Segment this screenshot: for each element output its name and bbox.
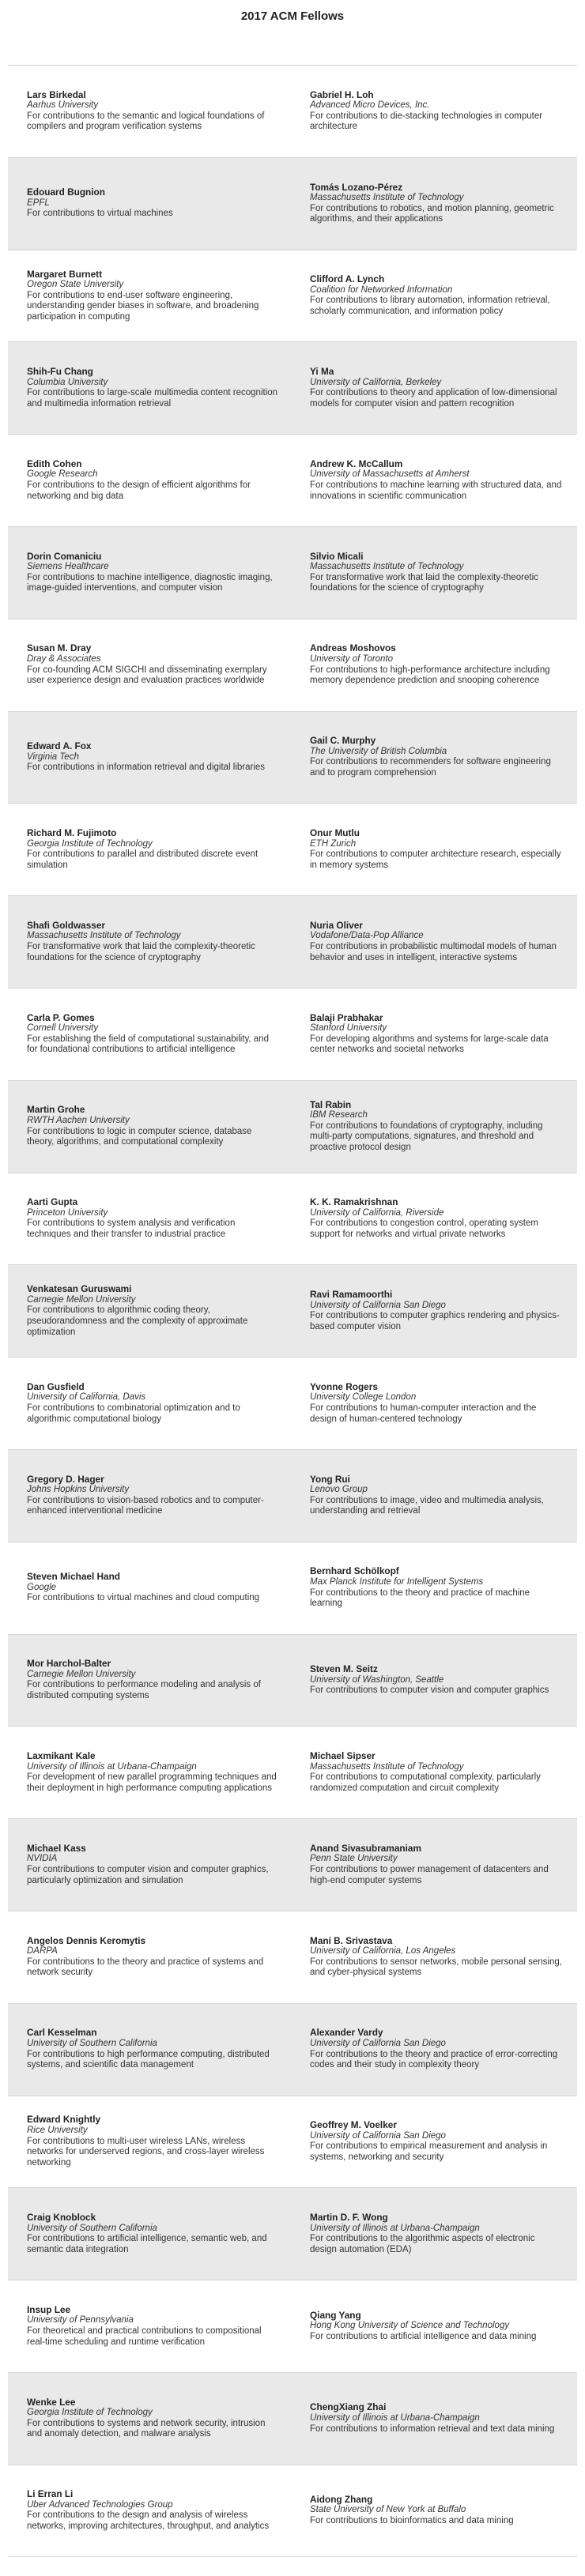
fellow-entry [8, 2096, 292, 2188]
fellow-entry [8, 1450, 292, 1542]
fellow-citation: For contributions to machine intelligence, diagnostic imaging, image-guided interventions, and computer vision [27, 572, 273, 593]
fellow-entry [8, 2004, 292, 2096]
fellow-citation: For contributions to high performance computing, distributed systems, and scientific data management [27, 2049, 270, 2070]
fellow-entry [8, 2465, 292, 2556]
fellow-name: Balaji Prabhakar [310, 1011, 383, 1023]
fellow-name: Clifford A. Lynch [310, 273, 385, 285]
fellow-affiliation: Massachusetts Institute of Technology [27, 931, 181, 941]
table-row [8, 2372, 577, 2465]
fellow-citation: For contributions to robotics, and motion planning, geometric algorithms, and their applications [310, 203, 554, 224]
fellow-entry [292, 2188, 577, 2280]
table-row [8, 2280, 577, 2372]
fellow-citation: For contributions to bioinformatics and data mining [310, 2515, 514, 2525]
fellow-affiliation: University of Illinois at Urbana-Champaign [27, 1761, 197, 1772]
fellow-citation: For contributions to computer vision and computer graphics [310, 1685, 549, 1696]
fellow-citation: For contributions to foundations of cryptography, including multi-party computations, signatures, and threshold and proactive protocol design [310, 1120, 543, 1153]
fellow-entry [292, 620, 577, 711]
fellow-affiliation: ETH Zurich [310, 838, 357, 849]
fellow-affiliation: NVIDIA [27, 1854, 58, 1864]
fellow-citation: For contributions to computer graphics rendering and physics-based computer vision [310, 1311, 560, 1331]
table-row [8, 711, 577, 804]
fellow-affiliation: Max Planck Institute for Intelligent Systems [310, 1577, 484, 1587]
fellow-citation: For contributions to theory and application of low-dimensional models for computer vision and pattern recognition [310, 388, 557, 409]
fellow-entry [8, 66, 292, 157]
fellow-entry [8, 1265, 292, 1357]
fellow-affiliation: Massachusetts Institute of Technology [310, 193, 464, 203]
fellow-citation: For contributions to the design of efficient algorithms for networking and big data [27, 480, 251, 501]
fellow-entry [8, 2373, 292, 2465]
table-row [8, 157, 577, 250]
fellow-entry [8, 158, 292, 250]
fellow-name: Andrew K. McCallum [310, 458, 403, 469]
page-title: 2017 ACM Fellows [240, 9, 345, 23]
fellow-affiliation: Hong Kong University of Science and Technology [310, 2321, 510, 2331]
fellow-citation: For contributions to algorithmic coding theory, pseudorandomness and the complexity of approximate optimization [27, 1305, 248, 1337]
fellow-entry [292, 989, 577, 1080]
fellow-entry [8, 712, 292, 804]
fellow-affiliation: Advanced Micro Devices, Inc. [310, 100, 430, 111]
fellow-affiliation: Google Research [27, 469, 98, 480]
fellow-affiliation: University of California San Diego [310, 1300, 446, 1310]
fellow-affiliation: University of California San Diego [310, 2039, 446, 2049]
fellow-name: Margaret Burnett [27, 268, 103, 280]
fellow-affiliation: University of Washington, Seattle [310, 1674, 444, 1685]
fellow-entry [292, 1173, 577, 1265]
fellow-affiliation: Columbia University [27, 377, 108, 387]
table-row [8, 1911, 577, 2003]
fellow-affiliation: RWTH Aachen University [27, 1116, 130, 1126]
fellow-affiliation: Massachusetts Institute of Technology [310, 562, 464, 572]
fellow-name: Onur Mutlu [310, 827, 360, 839]
fellow-name: Steven M. Seitz [310, 1663, 378, 1675]
fellow-name: Aidong Zhang [310, 2493, 373, 2505]
fellow-entry [292, 1081, 577, 1173]
fellow-affiliation: Siemens Healthcare [27, 562, 109, 572]
fellow-citation: For contributions to die-stacking technologies in computer architecture [310, 111, 543, 132]
fellow-name: Gregory D. Hager [27, 1473, 104, 1485]
fellow-name: Yvonne Rogers [310, 1380, 378, 1392]
fellow-citation: For contributions to virtual machines [27, 209, 173, 219]
table-row [8, 341, 577, 434]
fellow-entry [8, 2188, 292, 2280]
fellow-entry [8, 1819, 292, 1911]
fellow-name: Martin D. F. Wong [310, 2212, 388, 2224]
fellow-affiliation: State University of New York at Buffalo [310, 2505, 466, 2515]
table-row [8, 1726, 577, 1818]
spacer [0, 32, 585, 65]
fellow-name: Edouard Bugnion [27, 186, 105, 198]
fellow-entry [8, 989, 292, 1080]
fellow-citation: For contributions to recommenders for software engineering and to program comprehension [310, 757, 551, 778]
fellow-name: Anand Sivasubramaniam [310, 1842, 421, 1854]
fellow-name: Ravi Ramamoorthi [310, 1289, 393, 1301]
fellow-affiliation: Rice University [27, 2126, 88, 2136]
fellow-affiliation: Aarhus University [27, 100, 99, 111]
fellow-name: Qiang Yang [310, 2309, 361, 2321]
fellow-affiliation: University of Illinois at Urbana-Champaign [310, 2223, 480, 2233]
fellow-citation: For contributions to the semantic and logical foundations of compilers and program verification systems [27, 111, 265, 132]
fellow-name: Shih-Fu Chang [27, 366, 93, 378]
fellow-name: Wenke Lee [27, 2396, 76, 2408]
fellow-name: Martin Grohe [27, 1104, 85, 1116]
fellow-entry [292, 1358, 577, 1449]
fellow-name: Laxmikant Kale [27, 1750, 96, 1762]
fellow-affiliation: The University of British Columbia [310, 746, 447, 756]
fellow-name: Edward Knightly [27, 2114, 101, 2126]
table-row [8, 1449, 577, 1542]
fellow-citation: For contributions to the theory and practice of systems and network security [27, 1956, 264, 1978]
table-row [8, 65, 577, 157]
fellow-affiliation: Coalition for Networked Information [310, 284, 453, 295]
fellow-name: Richard M. Fujimoto [27, 827, 117, 839]
fellow-entry [292, 1819, 577, 1911]
fellow-affiliation: Cornell University [27, 1023, 99, 1034]
fellow-name: Tal Rabin [310, 1098, 352, 1110]
fellow-affiliation: Google [27, 1582, 57, 1592]
fellow-citation: For contributions to vision-based robotics and to computer-enhanced interventional medicine [27, 1495, 264, 1516]
fellow-affiliation: Oregon State University [27, 280, 124, 290]
fellow-name: Susan M. Dray [27, 642, 92, 654]
fellow-citation: For contributions to library automation, information retrieval, scholarly communication, and information policy [310, 296, 550, 317]
fellow-citation: For contributions to large-scale multimedia content recognition and multimedia information retrieval [27, 388, 278, 409]
fellow-citation: For contributions to the design and analysis of wireless networks, improving architectures, throughput, and analytics [27, 2510, 270, 2531]
fellow-name: Geoffrey M. Voelker [310, 2119, 397, 2131]
table-row [8, 1357, 577, 1449]
fellow-citation: For contributions to multi-user wireless LANs, wireless networks for underserved regions, and cross-layer wireless networking [27, 2136, 265, 2167]
fellow-affiliation: Georgia Institute of Technology [27, 838, 153, 849]
fellow-citation: For contributions to computer vision and computer graphics, particularly optimization and simulation [27, 1865, 269, 1885]
fellow-citation: For contributions to power management of datacenters and high-end computer systems [310, 1865, 549, 1885]
fellow-affiliation: Massachusetts Institute of Technology [310, 1761, 464, 1772]
fellow-name: Carl Kesselman [27, 2027, 97, 2039]
fellow-name: Shafi Goldwasser [27, 919, 105, 931]
fellow-entry [292, 2373, 577, 2465]
table-row [8, 619, 577, 711]
table-row [8, 1264, 577, 1357]
fellow-citation: For contributions to image, video and multimedia analysis, understanding and retrieval [310, 1495, 544, 1516]
fellow-entry [292, 2465, 577, 2556]
table-row [8, 2465, 577, 2557]
fellow-entry [292, 1727, 577, 1818]
fellow-citation: For contributions to logic in computer science, database theory, algorithms, and computational complexity [27, 1126, 252, 1147]
fellow-citation: For developing algorithms and systems for large-scale data center networks and societal networks [310, 1034, 549, 1055]
table-row [8, 803, 577, 895]
fellow-citation: For theoretical and practical contributions to compositional real-time scheduling and runtime verification [27, 2326, 262, 2347]
fellow-citation: For contributions in probabilistic multimodal models of human behavior and uses in intelligent, interactive systems [310, 942, 557, 962]
fellow-affiliation: DARPA [27, 1946, 58, 1956]
fellow-entry [8, 1173, 292, 1265]
fellow-entry [292, 1542, 577, 1634]
fellow-name: Andreas Moshovos [310, 642, 396, 654]
fellow-name: Bernhard Schölkopf [310, 1565, 399, 1577]
fellow-entry [8, 1911, 292, 2003]
fellow-name: Edward A. Fox [27, 740, 92, 752]
fellow-name: Michael Kass [27, 1842, 86, 1854]
fellow-name: Nuria Oliver [310, 919, 363, 931]
fellow-name: Edith Cohen [27, 458, 82, 469]
fellow-citation: For contributions to high-performance architecture including memory dependence prediction and snooping coherence [310, 665, 550, 686]
fellow-entry [8, 527, 292, 619]
fellow-entry [292, 342, 577, 434]
fellow-name: Li Erran Li [27, 2487, 74, 2499]
fellow-entry [292, 1450, 577, 1542]
table-row [8, 434, 577, 526]
fellow-entry [292, 1911, 577, 2003]
fellow-affiliation: University of Southern California [27, 2223, 157, 2233]
fellow-affiliation: Penn State University [310, 1854, 398, 1864]
fellow-entry [8, 896, 292, 988]
fellow-name: Gail C. Murphy [310, 735, 376, 747]
fellow-citation: For contributions to human-computer interaction and the design of human-centered technology [310, 1403, 537, 1424]
fellow-citation: For contributions to machine learning with structured data, and innovations in scientific communication [310, 480, 562, 501]
fellow-citation: For contributions to sensor networks, mobile personal sensing, and cyber-physical systems [310, 1956, 562, 1978]
fellow-affiliation: University of California, Davis [27, 1392, 146, 1403]
fellow-name: Mor Harchol-Balter [27, 1658, 111, 1670]
table-row [8, 1634, 577, 1727]
fellow-name: Tomás Lozano-Pérez [310, 181, 403, 193]
fellow-name: Steven Michael Hand [27, 1571, 121, 1583]
fellow-name: Insup Lee [27, 2303, 71, 2315]
fellow-citation: For contributions to performance modeling and analysis of distributed computing systems [27, 1680, 261, 1701]
fellow-citation: For contributions to end-user software engineering, understanding gender biases in software, and broadening participation in computing [27, 290, 259, 322]
fellow-entry [8, 1542, 292, 1634]
fellow-affiliation: Virginia Tech [27, 751, 79, 762]
fellow-name: Lars Birkedal [27, 89, 86, 100]
table-row [8, 1080, 577, 1173]
fellow-affiliation: University of California, Riverside [310, 1207, 444, 1218]
fellow-entry [8, 620, 292, 711]
fellow-name: Yong Rui [310, 1473, 350, 1485]
fellow-citation: For transformative work that laid the complexity-theoretic foundations for the science of cryptography [27, 942, 255, 962]
fellow-citation: For contributions to computer architecture research, especially in memory systems [310, 849, 561, 870]
fellow-name: Silvio Micali [310, 550, 364, 562]
fellow-affiliation: Carnegie Mellon University [27, 1294, 136, 1305]
fellow-name: Dorin Comaniciu [27, 550, 102, 562]
fellow-affiliation: University of Toronto [310, 654, 394, 665]
fellow-entry [8, 804, 292, 895]
table-row [8, 1173, 577, 1265]
fellow-entry [8, 1081, 292, 1173]
fellow-affiliation: Dray & Associates [27, 654, 101, 665]
fellow-affiliation: University of California San Diego [310, 2130, 446, 2141]
fellow-entry [8, 435, 292, 526]
fellow-citation: For contributions to parallel and distributed discrete event simulation [27, 849, 259, 870]
fellow-name: Yi Ma [310, 366, 334, 378]
table-row [8, 526, 577, 619]
table-row [8, 250, 577, 342]
fellow-affiliation: University of California, Berkeley [310, 377, 442, 387]
fellow-citation: For establishing the field of computational sustainability, and for foundational contributions to artificial intelligence [27, 1034, 269, 1055]
fellow-name: Dan Gusfield [27, 1380, 85, 1392]
fellow-entry [8, 1358, 292, 1449]
fellow-citation: For contributions to the theory and practice of error-correcting codes and their study in complexity theory [310, 2049, 558, 2070]
table-row [8, 1818, 577, 1911]
fellow-name: Alexander Vardy [310, 2027, 383, 2039]
fellow-name: Venkatesan Guruswami [27, 1283, 132, 1295]
fellow-affiliation: EPFL [27, 198, 50, 208]
fellow-name: K. K. Ramakrishnan [310, 1196, 398, 1208]
fellow-entry [292, 2096, 577, 2188]
fellow-entry [292, 896, 577, 988]
fellow-affiliation: Johns Hopkins University [27, 1485, 130, 1495]
fellow-entry [292, 2280, 577, 2372]
fellow-entry [8, 342, 292, 434]
fellow-citation: For contributions to virtual machines and cloud computing [27, 1593, 260, 1603]
fellow-citation: For contributions to the algorithmic aspects of electronic design automation (EDA) [310, 2234, 535, 2254]
fellow-entry [292, 1635, 577, 1727]
fellow-entry [8, 1727, 292, 1818]
fellow-citation: For contributions to combinatorial optimization and to algorithmic computational biology [27, 1403, 240, 1424]
fellow-citation: For contributions in information retrieval and digital libraries [27, 763, 266, 773]
fellow-citation: For contributions to artificial intelligence and data mining [310, 2331, 537, 2341]
fellow-citation: For development of new parallel programming techniques and their deployment in high performance computing applications [27, 1772, 277, 1793]
fellow-name: Aarti Gupta [27, 1196, 78, 1208]
fellow-citation: For contributions to the theory and practice of machine learning [310, 1587, 530, 1609]
fellow-affiliation: Carnegie Mellon University [27, 1669, 136, 1679]
fellow-name: ChengXiang Zhai [310, 2401, 387, 2413]
fellow-citation: For co-founding ACM SIGCHI and disseminating exemplary user experience design and evaluation practices worldwide [27, 665, 267, 686]
fellow-affiliation: University of Southern California [27, 2039, 157, 2049]
fellow-entry [292, 2004, 577, 2096]
fellow-entry [292, 804, 577, 895]
fellow-name: Michael Sipser [310, 1750, 376, 1762]
fellow-entry [8, 250, 292, 342]
fellow-entry [8, 2280, 292, 2372]
fellow-affiliation: Uber Advanced Technologies Group [27, 2499, 173, 2510]
table-row [8, 988, 577, 1080]
fellow-name: Craig Knoblock [27, 2212, 96, 2224]
fellow-affiliation: IBM Research [310, 1110, 368, 1120]
fellow-entry [292, 527, 577, 619]
table-row [8, 2187, 577, 2280]
fellow-name: Carla P. Gomes [27, 1011, 95, 1023]
fellow-entry [292, 1265, 577, 1357]
fellow-name: Gabriel H. Loh [310, 89, 374, 100]
fellow-entry [292, 66, 577, 157]
fellow-name: Mani B. Srivastava [310, 1934, 393, 1946]
fellow-citation: For contributions to computational complexity, particularly randomized computation and circuit complexity [310, 1772, 541, 1793]
fellow-affiliation: Vodafone/Data-Pop Alliance [310, 931, 424, 941]
fellow-citation: For contributions to information retrieval and text data mining [310, 2423, 555, 2434]
fellow-citation: For contributions to systems and network security, intrusion and anomaly detection, and malware analysis [27, 2418, 266, 2439]
fellow-affiliation: University of Illinois at Urbana-Champaign [310, 2413, 480, 2423]
fellow-affiliation: Princeton University [27, 1207, 108, 1218]
fellow-affiliation: Georgia Institute of Technology [27, 2408, 153, 2418]
table-row [8, 2003, 577, 2096]
fellow-entry [292, 712, 577, 804]
fellow-entry [292, 250, 577, 342]
table-row [8, 895, 577, 988]
table-row [8, 1542, 577, 1634]
fellow-name: Angelos Dennis Keromytis [27, 1934, 146, 1946]
fellow-affiliation: Stanford University [310, 1023, 387, 1034]
fellow-citation: For contributions to empirical measurement and analysis in systems, networking and security [310, 2141, 548, 2163]
fellows-table [8, 65, 577, 2557]
fellow-affiliation: Lenovo Group [310, 1485, 368, 1495]
fellow-entry [8, 1635, 292, 1727]
fellow-affiliation: University of California, Los Angeles [310, 1946, 456, 1956]
fellow-citation: For contributions to system analysis and verification techniques and their transfer to industrial practice [27, 1218, 236, 1240]
fellow-citation: For contributions to artificial intelligence, semantic web, and semantic data integration [27, 2234, 267, 2254]
table-row [8, 2096, 577, 2188]
fellow-affiliation: University College London [310, 1392, 417, 1403]
fellow-entry [292, 435, 577, 526]
fellow-affiliation: University of Pennsylvania [27, 2315, 134, 2326]
fellow-entry [292, 158, 577, 250]
fellow-citation: For contributions to congestion control, operating system support for networks and virtual private networks [310, 1218, 538, 1240]
fellow-affiliation: University of Massachusetts at Amherst [310, 469, 470, 480]
fellow-citation: For transformative work that laid the complexity-theoretic foundations for the science of cryptography [310, 572, 538, 593]
